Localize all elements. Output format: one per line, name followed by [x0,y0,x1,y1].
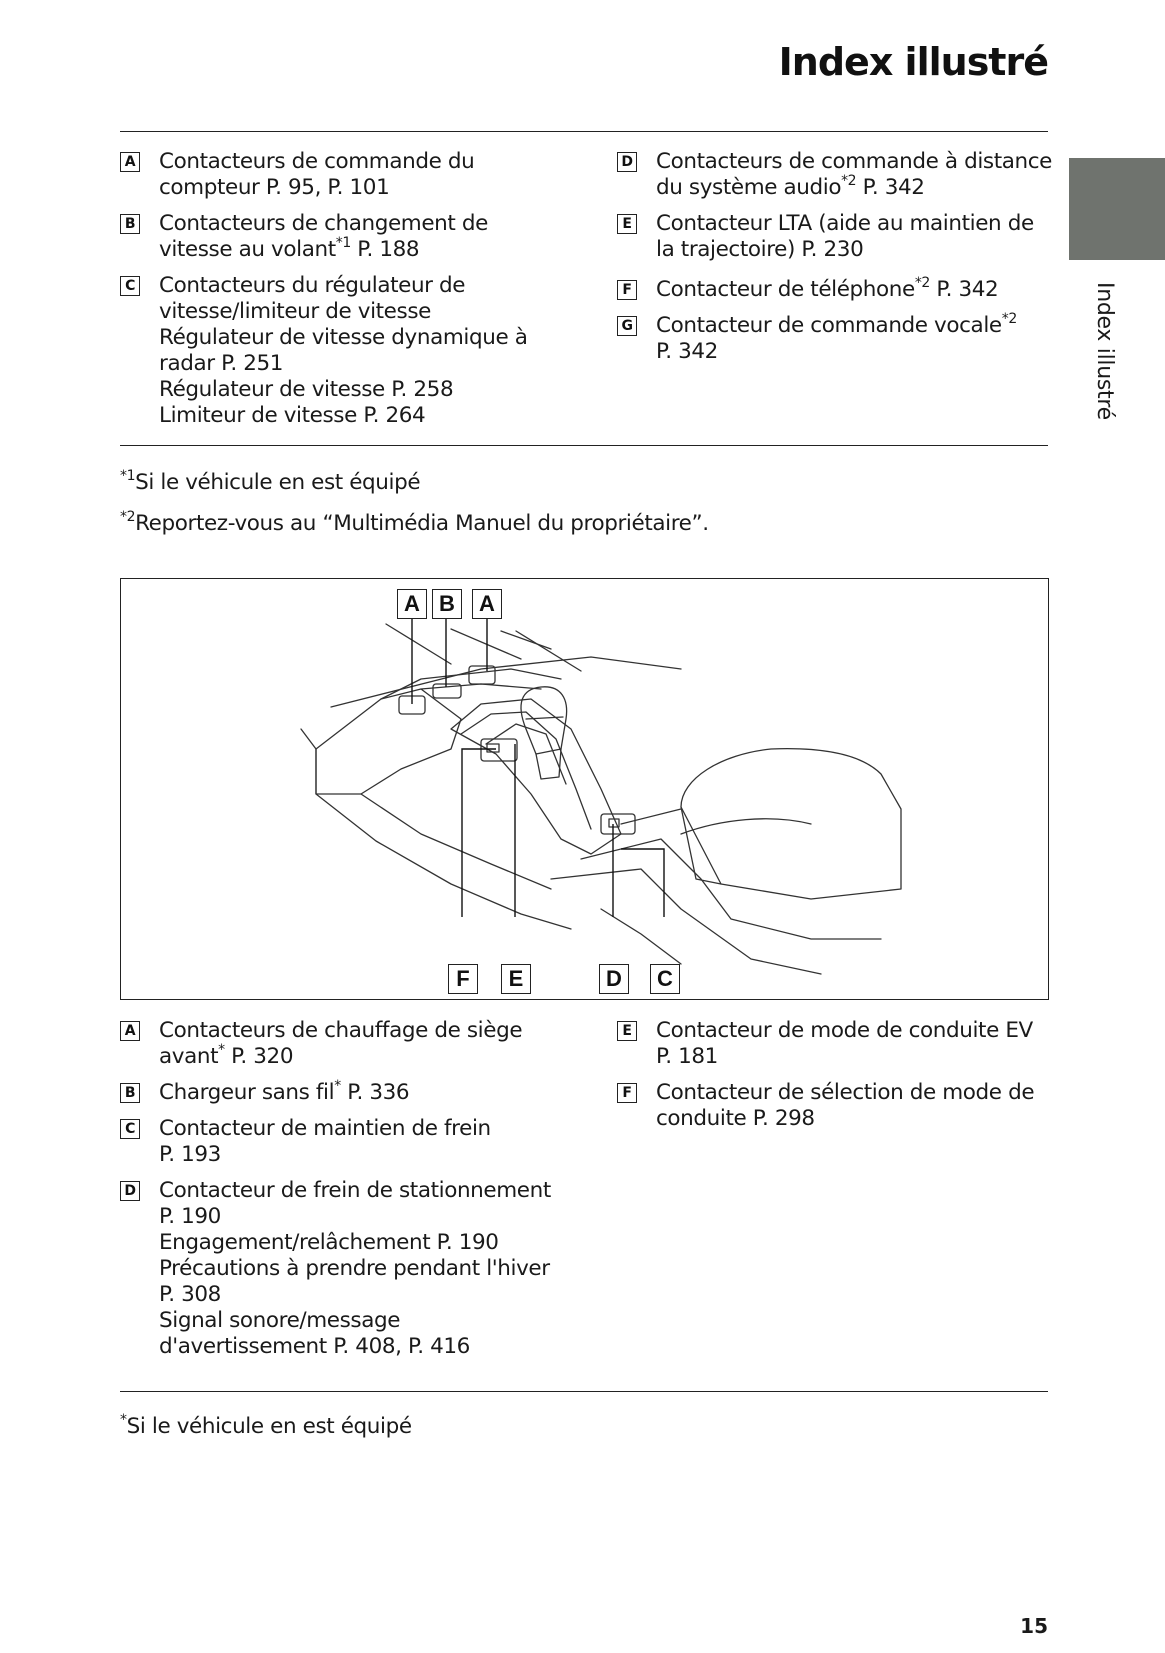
page-title: Index illustré [778,40,1048,84]
console-top [421,684,541,689]
entry-badge: A [120,152,140,172]
entry-line: d'avertissement P. 408, P. 416 [159,1334,470,1359]
trim-line [451,629,521,659]
entry-line: Contacteur de sélection de mode de [656,1080,1035,1105]
entry-line: avant* P. 320 [159,1042,294,1069]
entry-badge: E [617,214,637,234]
entry-badge: D [617,152,637,172]
entry-badge: B [120,1083,140,1103]
entry-badge: F [617,1083,637,1103]
entry-line: vitesse/limiteur de vitesse [159,299,431,324]
index-entry-c [120,1116,590,1168]
entry-line: Contacteur de commande vocale$^{*2}$ [656,311,1017,338]
entry-line: Contacteurs de commande à distance [656,149,1052,174]
section1-divider [120,445,1048,446]
entry-line: Chargeur sans fil* P. 336 [159,1078,410,1105]
trim-line [501,631,551,649]
trim-line [386,624,451,664]
entry-line: Contacteurs de commande du [159,149,475,174]
console-side [316,749,571,929]
index-entry-f [617,277,1047,303]
entry-line: vitesse au volant$^{*1}$ P. 188 [159,235,420,262]
section-tab [1069,158,1165,260]
entry-line: Régulateur de vitesse dynamique à [159,325,528,350]
console-edge [621,809,681,824]
entry-line: P. 190 [159,1204,221,1229]
entry-line: Contacteur de téléphone$^{*2}$ P. 342 [656,275,999,302]
callout-a-right: A [472,589,502,619]
console-lower [601,909,681,964]
entry-line: Contacteurs de changement de [159,211,488,236]
shifter-well [451,699,621,854]
entry-badge: C [120,1119,140,1139]
entry-line: Engagement/relâchement P. 190 [159,1230,499,1255]
switch-detail [487,744,499,752]
entry-line: Contacteur LTA (aide au maintien de [656,211,1034,236]
footnote-1: $^{*1}$Si le véhicule en est équipé [120,468,421,495]
top-divider [120,131,1048,132]
console-lower [551,869,821,974]
leader-line-c [621,849,664,917]
index-entry-b [120,211,590,263]
console-front [301,729,316,749]
entries-section2-right [617,1018,1047,1132]
entry-line: Contacteur de mode de conduite EV [656,1018,1033,1043]
entry-line: P. 308 [159,1282,221,1307]
callout-f: F [448,964,478,994]
section-tab-label: Index illustré [1092,282,1117,420]
entry-line: compteur P. 95, P. 101 [159,175,390,200]
entry-badge: D [120,1181,140,1201]
callout-a-left: A [397,589,427,619]
entry-badge: G [617,316,637,336]
entry-line: Contacteur de maintien de frein [159,1116,491,1141]
entry-line: Contacteurs du régulateur de [159,273,466,298]
page-number: 15 [1020,1614,1048,1638]
entry-line: du système audio$^{*2}$ P. 342 [656,173,925,200]
leader-line-f [462,749,496,917]
console-illustration [120,578,1049,1000]
trim-line [516,631,581,671]
entries-section2-left [120,1018,590,1360]
entry-line: Précautions à prendre pendant l'hiver [159,1256,550,1281]
entry-badge: A [120,1021,140,1041]
entry-badge: F [617,280,637,300]
switch-parking-brake [601,814,635,834]
entry-line: P. 193 [159,1142,221,1167]
callout-d: D [599,964,629,994]
entry-line: Limiteur de vitesse P. 264 [159,403,426,428]
footnote-3: *Si le véhicule en est équipé [120,1412,412,1439]
console-side [361,794,551,889]
entry-line: P. 181 [656,1044,718,1069]
index-entry-a [120,1018,590,1070]
index-entry-a [120,149,590,201]
callout-e: E [501,964,531,994]
entry-line: la trajectoire) P. 230 [656,237,864,262]
index-entry-f [617,1080,1047,1132]
index-entry-d [617,149,1052,201]
section2-divider [120,1391,1048,1392]
center-console-drawing [121,579,1048,999]
index-entry-e [617,211,1047,263]
entry-badge: E [617,1021,637,1041]
entry-badge: C [120,276,140,296]
index-entry-e [617,1018,1047,1070]
entry-line: Contacteur de frein de stationnement [159,1178,551,1203]
entry-line: Signal sonore/message [159,1308,401,1333]
callout-c: C [650,964,680,994]
entry-line: conduite P. 298 [656,1106,815,1131]
callout-b: B [432,589,462,619]
entries-section1-right [617,149,1052,365]
index-entry-g [617,313,1047,365]
entry-badge: B [120,214,140,234]
entry-line: P. 342 [656,339,718,364]
index-entry-d [120,1178,590,1360]
footnote-2: $^{*2}$Reportez-vous au “Multimédia Manuel du propriétaire”. [120,509,709,536]
entry-line: Régulateur de vitesse P. 258 [159,377,454,402]
armrest-seam [681,819,811,834]
entries-section1-left [120,149,590,429]
entry-line: Contacteurs de chauffage de siège [159,1018,523,1043]
index-entry-c [120,273,590,429]
shifter-well-inner [486,724,566,784]
index-entry-b [120,1080,590,1106]
dash-line [331,657,681,707]
entry-line: radar P. 251 [159,351,284,376]
